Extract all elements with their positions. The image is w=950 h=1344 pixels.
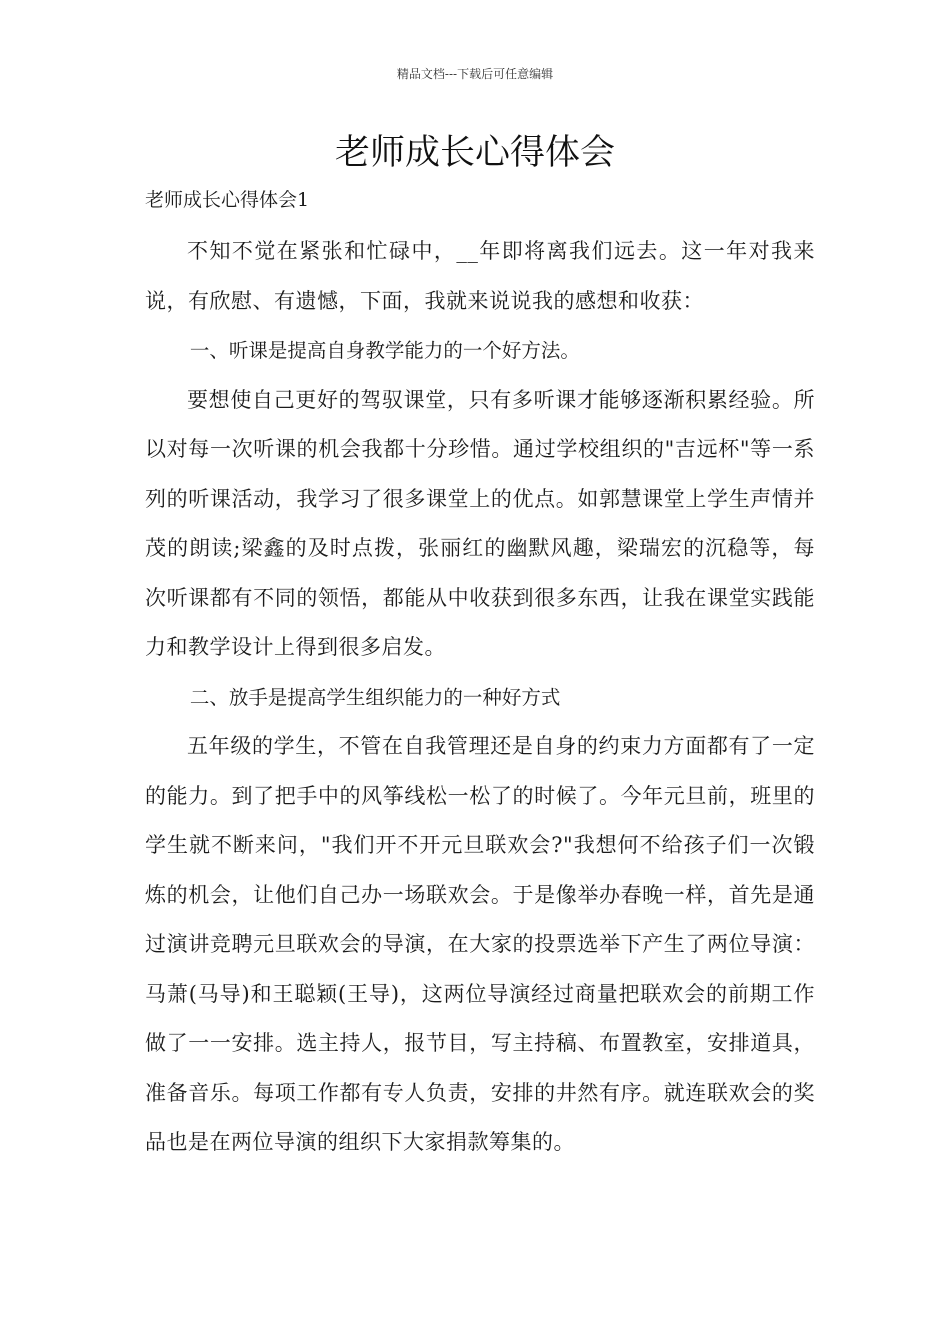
document-body (145, 227, 815, 1168)
paragraph-intro: 不知不觉在紧张和忙碌中，__年即将离我们远去。这一年对我来说，有欣慰、有遗憾，下面，我就来说说我的感想和收获： (145, 239, 815, 313)
paragraph-listening: 要想使自己更好的驾驭课堂，只有多听课才能够逐渐积累经验。所以对每一次听课的机会我都十分珍惜。通过学校组织的"吉远杯"等一系列的听课活动，我学习了很多课堂上的优点。如郭慧课堂上学生声情并茂的朗读;梁鑫的及时点拨，张丽红的幽默风趣，梁瑞宏的沉稳等，每次听课都有不同的领悟，都能从中收获到很多东西，让我在课堂实践能力和教学设计上得到很多启发。 (145, 387, 815, 659)
header-note: 精品文档---下载后可任意编辑 (396, 67, 554, 81)
section-heading-1: 一、听课是提高自身教学能力的一个好方法。 (189, 339, 580, 362)
document-subtitle: 老师成长心得体会1 (145, 189, 310, 211)
paragraph-party: 五年级的学生，不管在自我管理还是自身的约束力方面都有了一定的能力。到了把手中的风筝线松一松了的时候了。今年元旦前，班里的学生就不断来问，"我们开不开元旦联欢会?"我想何不给孩子们一次锻炼的机会，让他们自己办一场联欢会。于是像举办春晚一样，首先是通过演讲竞聘元旦联欢会的导演，在大家的投票选举下产生了两位导演：马萧(马导)和王聪颖(王导)，这两位导演经过商量把联欢会的前期工作做了一一安排。选主持人，报节目，写主持稿、布置教室，安排道具，准备音乐。每项工作都有专人负责，安排的井然有序。就连联欢会的奖品也是在两位导演的组织下大家捐款筹集的。 (145, 734, 815, 1154)
section-heading-2: 二、放手是提高学生组织能力的一种好方式 (189, 685, 561, 709)
document-title: 老师成长心得体会 (334, 133, 615, 173)
